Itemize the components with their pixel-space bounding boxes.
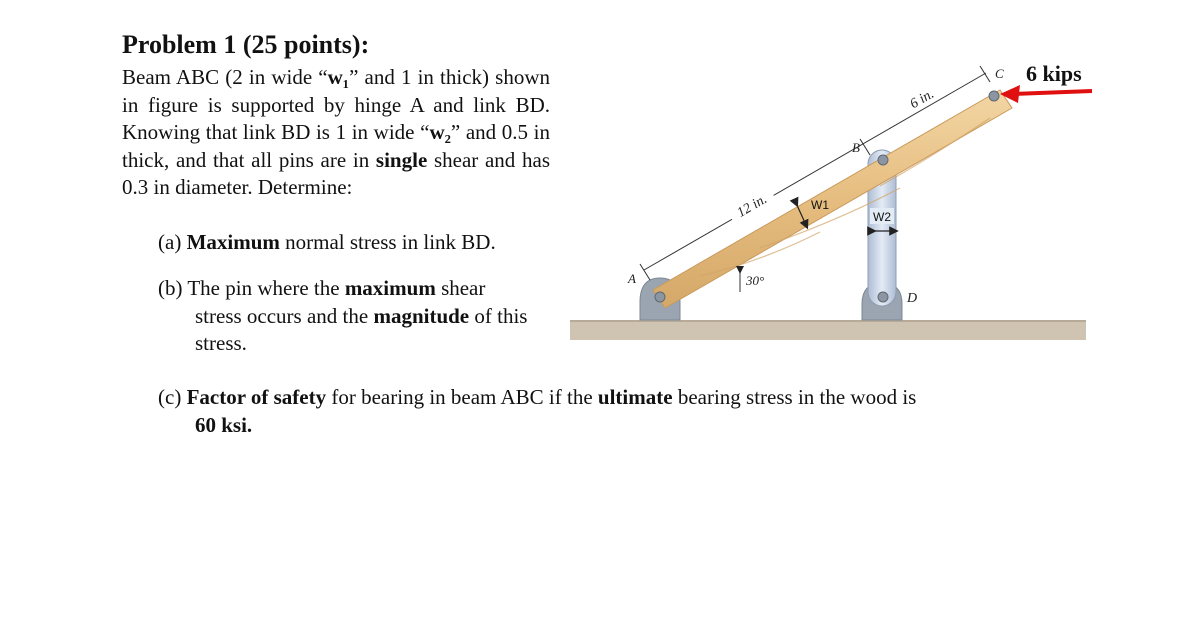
dim-label-ab: 12 in.	[734, 191, 770, 221]
ground	[570, 320, 1086, 340]
pin-c	[989, 91, 999, 101]
dim-label-bc: 6 in.	[907, 86, 937, 113]
problem-title: Problem 1 (25 points):	[122, 30, 370, 59]
label-d: D	[907, 291, 918, 306]
problem-statement: Beam ABC (2 in wide “w₁” and 1 in thick) shown in figure is supported by hinge A and link BD. Knowing that link BD is 1 in wide “w₂” and 0.5 in thick, and that all pins are in single shear and has 0.3 in diameter. Determine:	[122, 65, 550, 200]
load-label: 6 kips	[1026, 61, 1082, 86]
part-c: (c) Factor of safety for bearing in beam ABC if the ultimate bearing stress in the wood is 60 ksi.	[158, 385, 917, 437]
pin-b	[878, 155, 888, 165]
part-a: (a) Maximum normal stress in link BD.	[158, 230, 496, 254]
w2-label: W2	[873, 210, 891, 224]
angle-label: 30°	[746, 273, 765, 288]
w1-label: W1	[811, 198, 829, 212]
part-b: (b) The pin where the maximum shear stress occurs and the magnitude of this stress.	[158, 276, 528, 356]
load-arrow	[1014, 91, 1092, 94]
label-c: C	[995, 66, 1004, 81]
label-b: B	[852, 140, 860, 155]
pin-d	[878, 292, 888, 302]
dimension-line	[644, 73, 986, 270]
pin-a	[655, 292, 665, 302]
w1-symbol: w₁	[327, 65, 350, 89]
beam-abc	[653, 90, 1012, 308]
w2-symbol: w₂	[429, 120, 451, 145]
label-a: A	[628, 271, 636, 286]
